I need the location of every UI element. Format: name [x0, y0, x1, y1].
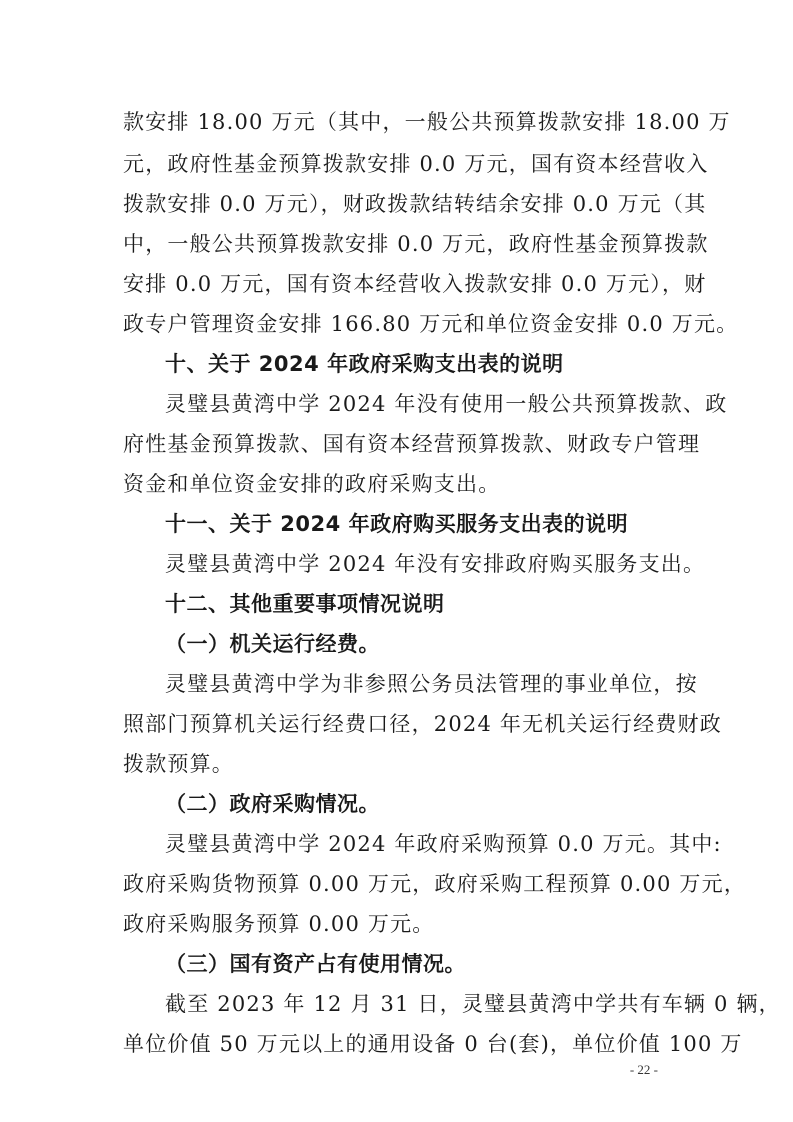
line-15: 灵璧县黄湾中学为非参照公务员法管理的事业单位，按 [165, 672, 698, 696]
line-03: 拨款安排 0.0 万元），财政拨款结转结余安排 0.0 万元（其 [123, 192, 707, 216]
line-24: 单位价值 50 万元以上的通用设备 0 台(套)，单位价值 100 万 [123, 1032, 743, 1056]
page-number: - 22 - [629, 1062, 658, 1077]
line-20: 政府采购货物预算 0.00 万元，政府采购工程预算 0.00 万元， [123, 872, 747, 896]
section-heading-10: 十、关于 2024 年政府采购支出表的说明 [165, 352, 564, 376]
line-10: 资金和单位资金安排的政府采购支出。 [123, 472, 501, 496]
line-16: 照部门预算机关运行经费口径，2024 年无机关运行经费财政 [123, 712, 722, 736]
line-17: 拨款预算。 [123, 752, 234, 776]
section-heading-11: 十一、关于 2024 年政府购买服务支出表的说明 [165, 512, 629, 536]
line-05: 安排 0.0 万元，国有资本经营收入拨款安排 0.0 万元），财 [123, 272, 707, 296]
subheading-3: （三）国有资产占有使用情况。 [165, 952, 466, 976]
line-01: 款安排 18.00 万元（其中，一般公共预算拨款安排 18.00 万 [123, 110, 731, 134]
line-04: 中，一般公共预算拨款安排 0.0 万元，政府性基金预算拨款 [123, 232, 709, 256]
line-23: 截至 2023 年 12 月 31 日，灵璧县黄湾中学共有车辆 0 辆， [165, 992, 781, 1016]
subheading-1: （一）机关运行经费。 [165, 632, 380, 656]
line-09: 府性基金预算拨款、国有资本经营预算拨款、财政专户管理 [123, 432, 701, 456]
line-08: 灵璧县黄湾中学 2024 年没有使用一般公共预算拨款、政 [165, 392, 728, 416]
line-02: 元，政府性基金预算拨款安排 0.0 万元，国有资本经营收入 [123, 152, 709, 176]
line-21: 政府采购服务预算 0.00 万元。 [123, 912, 435, 936]
line-19: 灵璧县黄湾中学 2024 年政府采购预算 0.0 万元。其中: [165, 832, 722, 856]
section-heading-12: 十二、其他重要事项情况说明 [165, 592, 445, 616]
subheading-2: （二）政府采购情况。 [165, 792, 380, 816]
line-12: 灵璧县黄湾中学 2024 年没有安排政府购买服务支出。 [165, 552, 706, 576]
line-06: 政专户管理资金安排 166.80 万元和单位资金安排 0.0 万元。 [123, 312, 739, 336]
